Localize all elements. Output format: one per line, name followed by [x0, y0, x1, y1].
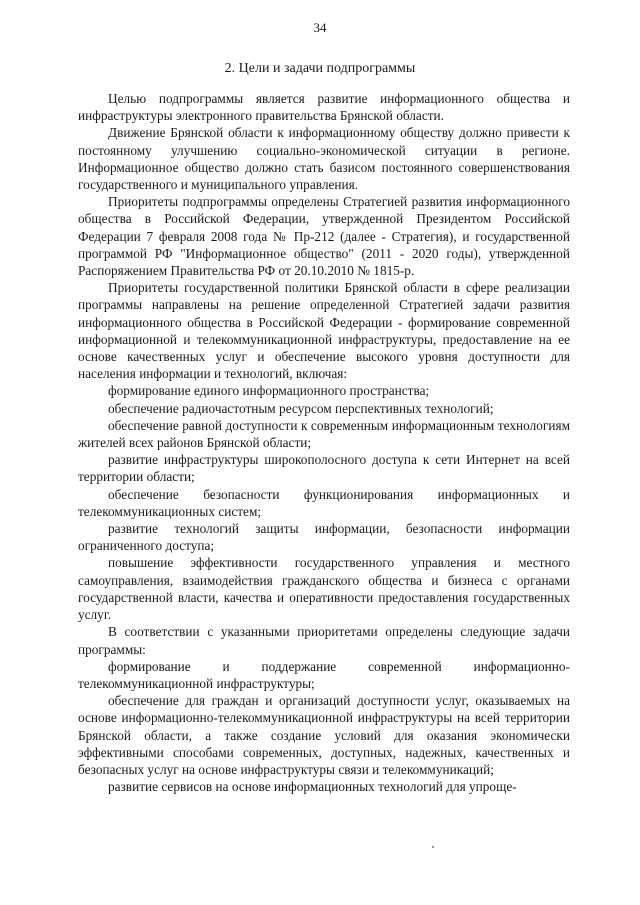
scan-speck [432, 846, 434, 848]
list-item: повышение эффективности государственного управления и местного самоуправления, взаимодействия гражданского общества и бизнеса с органами государственной власти, качества и оперативности предоставления государственных услуг. [78, 555, 570, 623]
list-item: развитие сервисов на основе информационных технологий для упроще- [108, 779, 517, 795]
paragraph: Приоритеты подпрограммы определены Стратегией развития информационного общества в Российской Федерации, утвержденной Президентом Российской Федерации 7 февраля 2008 года № Пр-212 (далее - Стратегия), и государственной программой РФ "Информационное общество" (2011 - 2020 годы), утвержденной Распоряжением Правительства РФ от 20.10.2010 № 1815-р. [78, 194, 570, 279]
section-heading: 2. Цели и задачи подпрограммы [224, 61, 416, 76]
paragraph: Движение Брянской области к информационному обществу должно привести к постоянному улучшению социально-экономической ситуации в регионе. Информационное общество должно стать базисом постоянного совершенствования государственного и муниципального управления. [78, 125, 570, 193]
list-item: развитие инфраструктуры широкополосного доступа к сети Интернет на всей территории области; [78, 452, 570, 485]
list-item: обеспечение безопасности функционирования информационных и телекоммуникационных систем; [78, 486, 570, 519]
list-item: формирование и поддержание современной информационно-телекоммуникационной инфраструктуры; [78, 658, 570, 691]
list-item: обеспечение равной доступности к современным информационным технологиям жителей всех районов Брянской области; [78, 417, 570, 451]
list-item: обеспечение радиочастотным ресурсом перспективных технологий; [108, 400, 494, 416]
paragraph: Целью подпрограммы является развитие информационного общества и инфраструктуры электронного правительства Брянской области. [78, 91, 570, 124]
list-item: развитие технологий защиты информации, безопасности информации ограниченного доступа; [78, 521, 570, 554]
body-text [78, 90, 570, 795]
page-number: 34 [313, 20, 327, 35]
list-item: формирование единого информационного пространства; [108, 383, 430, 399]
list-item: обеспечение для граждан и организаций доступности услуг, оказываемых на основе информационно-телекоммуникационной инфраструктуры на всей территории Брянской области, а также создание условий для оказания экономически эффективными способами современных, доступных, надежных, качественных и безопасных услуг на основе инфраструктуры связи и телекоммуникаций; [78, 693, 570, 777]
paragraph: В соответствии с указанными приоритетами определены следующие задачи программы: [78, 624, 570, 657]
paragraph: Приоритеты государственной политики Брянской области в сфере реализации программы направлены на решение определенной Стратегией задачи развития информационного общества в Российской Федерации - формирование современной информационной и телекоммуникационной инфраструктуры, предоставление на ее основе качественных услуг и обеспечение высокого уровня доступности для населения информации и технологий, включая: [78, 280, 570, 382]
